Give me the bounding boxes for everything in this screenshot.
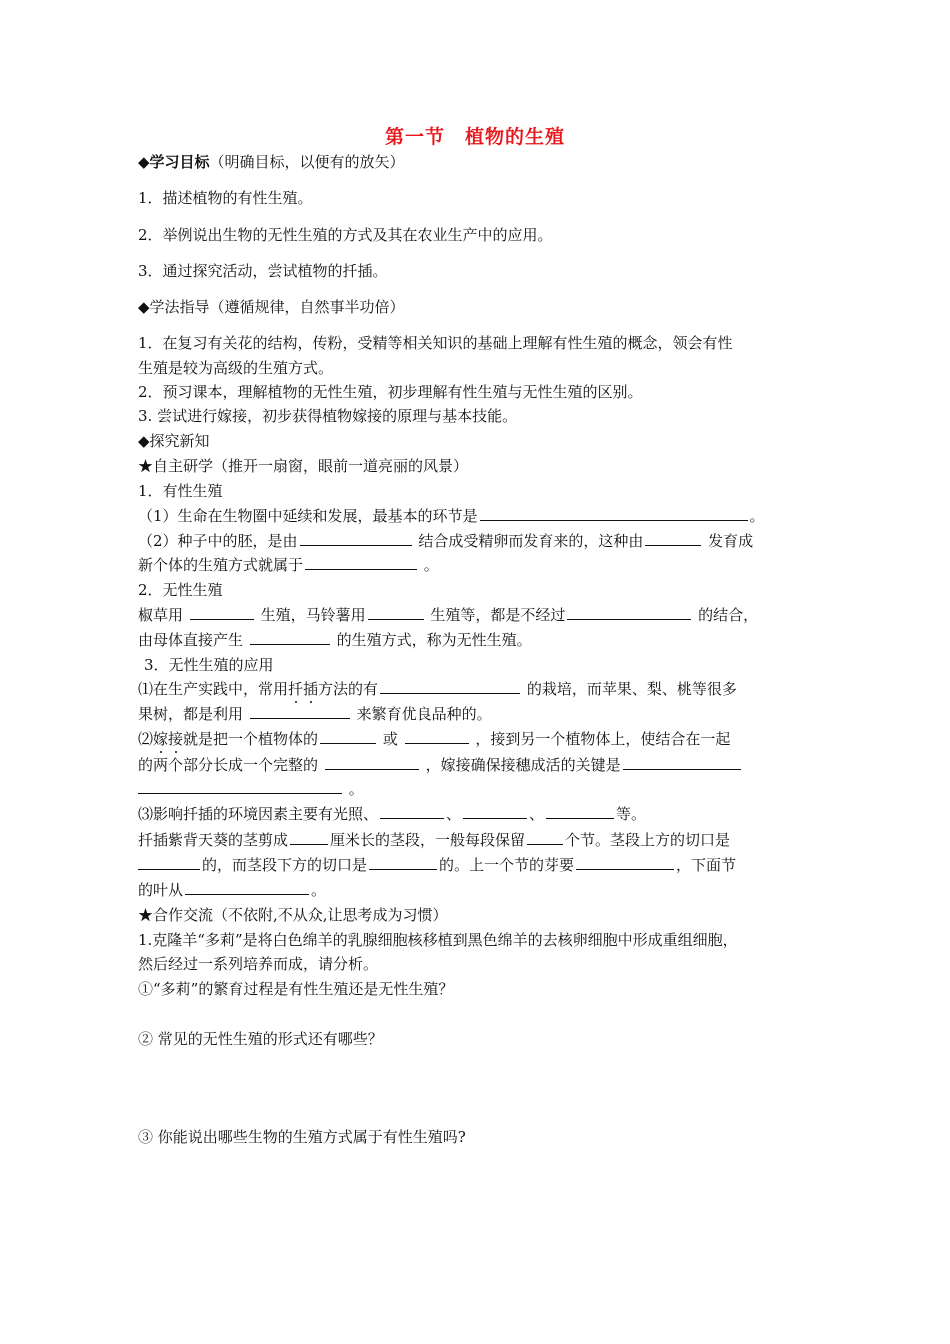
method-item: 1．在复习有关花的结构，传粉，受精等相关知识的基础上理解有性生殖的概念，领会有性 bbox=[138, 334, 733, 352]
answer-blank[interactable] bbox=[369, 855, 437, 870]
cooperate-intro: 1.克隆羊“多莉”是将白色绵羊的乳腺细胞核移植到黑色绵羊的去核卵细胞中形成重组细胞， bbox=[138, 931, 738, 949]
answer-blank[interactable] bbox=[380, 804, 444, 819]
sexual-question-2-cont: 新个体的生殖方式就属于 。 bbox=[138, 556, 439, 574]
application-heading: 3．无性生殖的应用 bbox=[144, 656, 274, 674]
application-p2-end: 。 bbox=[138, 779, 364, 799]
application-p4-cont: 的，而茎段下方的切口是 的。上一个节的芽要 ，下面节 bbox=[138, 855, 736, 875]
answer-blank[interactable] bbox=[305, 555, 417, 570]
answer-blank[interactable] bbox=[576, 855, 674, 870]
goal-item: 1．描述植物的有性生殖。 bbox=[138, 189, 313, 207]
cooperate-question-3: ③ 你能说出哪些生物的生殖方式属于有性生殖吗? bbox=[138, 1128, 466, 1146]
asexual-heading: 2．无性生殖 bbox=[138, 581, 223, 599]
application-p4: 扦插紫背天葵的茎剪成 厘米长的茎段，一般每段保留 个节。茎段上方的切口是 bbox=[138, 831, 731, 849]
asexual-text-2: 由母体直接产生 的生殖方式，称为无性生殖。 bbox=[138, 631, 532, 649]
page-title: 第一节 植物的生殖 bbox=[384, 126, 565, 148]
answer-blank[interactable] bbox=[138, 855, 200, 870]
cooperate-heading: ★合作交流（不依附,不从众,让思考成为习惯） bbox=[138, 906, 448, 924]
cooperate-question-2: ② 常见的无性生殖的形式还有哪些？ bbox=[138, 1030, 383, 1048]
goal-item: 2．举例说出生物的无性生殖的方式及其在农业生产中的应用。 bbox=[138, 226, 553, 244]
application-p3: ⑶影响扦插的环境因素主要有光照、 、 、 等。 bbox=[138, 805, 647, 823]
method-item: 2．预习课本，理解植物的无性生殖，初步理解有性生殖与无性生殖的区别。 bbox=[138, 383, 643, 401]
method-heading: ◆学法指导（遵循规律，自然事半功倍） bbox=[138, 298, 405, 316]
goals-heading: ◆学习目标 bbox=[138, 153, 210, 171]
answer-blank[interactable] bbox=[320, 729, 376, 744]
answer-blank[interactable] bbox=[567, 605, 691, 620]
answer-blank[interactable] bbox=[623, 755, 741, 770]
application-p2-cont: 的两个部分长成一个完整的 ，嫁接确保接穗成活的关键是 bbox=[138, 755, 743, 775]
answer-blank[interactable] bbox=[190, 605, 254, 620]
answer-blank[interactable] bbox=[527, 830, 563, 845]
answer-blank[interactable] bbox=[300, 531, 412, 546]
answer-blank[interactable] bbox=[138, 779, 342, 794]
self-study-heading: ★自主研学（推开一扇窗，眼前一道亮丽的风景） bbox=[138, 457, 469, 475]
answer-blank[interactable] bbox=[325, 755, 419, 770]
application-p2: ⑵嫁接就是把一个植物体的 或 ，接到另一个植物体上，使结合在一起 bbox=[138, 730, 731, 748]
answer-blank[interactable] bbox=[250, 704, 350, 719]
cooperate-question-1: ①“多莉”的繁育过程是有性生殖还是无性生殖？ bbox=[138, 980, 454, 998]
sexual-question-2: （2）种子中的胚，是由 结合成受精卵而发育来的，这种由 发育成 bbox=[138, 532, 754, 550]
answer-blank[interactable] bbox=[405, 729, 469, 744]
goals-heading-note: （明确目标，以便有的放矢） bbox=[209, 153, 405, 171]
application-p4-end: 的叶从 。 bbox=[138, 881, 327, 899]
sexual-heading: 1．有性生殖 bbox=[138, 482, 223, 500]
method-item: 生殖是较为高级的生殖方式。 bbox=[138, 359, 334, 377]
answer-blank[interactable] bbox=[645, 531, 701, 546]
application-p1: ⑴在生产实践中，常用扦插方法的有 的栽培，而苹果、梨、桃等很多 bbox=[138, 680, 737, 698]
answer-blank[interactable] bbox=[480, 506, 748, 521]
sexual-question-1: （1）生命在生物圈中延续和发展，最基本的环节是 。 bbox=[138, 507, 765, 525]
goals-heading-line bbox=[138, 152, 405, 172]
cooperate-intro: 然后经过一系列培养而成，请分析。 bbox=[138, 955, 379, 973]
answer-blank[interactable] bbox=[463, 804, 527, 819]
answer-blank[interactable] bbox=[250, 630, 330, 645]
answer-blank[interactable] bbox=[546, 804, 614, 819]
answer-blank[interactable] bbox=[380, 679, 520, 694]
explore-heading: ◆探究新知 bbox=[138, 432, 210, 450]
answer-blank[interactable] bbox=[368, 605, 424, 620]
goal-item: 3．通过探究活动，尝试植物的扦插。 bbox=[138, 262, 388, 280]
asexual-text-1: 椒草用 生殖，马铃薯用 生殖等，都是不经过 的结合， bbox=[138, 606, 759, 624]
method-item: 3. 尝试进行嫁接，初步获得植物嫁接的原理与基本技能。 bbox=[138, 407, 518, 425]
answer-blank[interactable] bbox=[185, 880, 309, 895]
application-p1-cont: 果树，都是利用 来繁育优良品种的。 bbox=[138, 705, 492, 723]
answer-blank[interactable] bbox=[290, 830, 328, 845]
